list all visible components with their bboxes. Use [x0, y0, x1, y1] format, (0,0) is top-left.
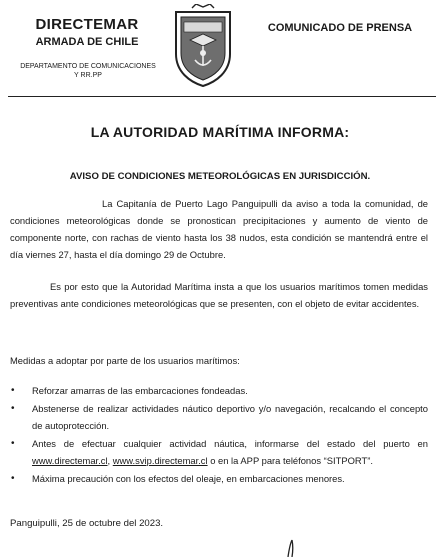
page-title: LA AUTORIDAD MARÍTIMA INFORMA:: [90, 124, 350, 140]
list-item-text: Máxima precaución con los efectos del oleaje, en embarcaciones menores.: [32, 473, 345, 484]
list-item: [10, 435, 428, 469]
department-label: [8, 62, 168, 80]
svip-link[interactable]: www.svip.directemar.cl: [112, 455, 208, 466]
list-item: [10, 400, 428, 434]
date-line: Panguipulli, 25 de octubre del 2023.: [10, 518, 164, 529]
department-line-1: DEPARTAMENTO DE COMUNICACIONES: [20, 63, 156, 70]
letterhead: [0, 0, 440, 100]
bullet-icon: •: [11, 438, 15, 449]
bullet-icon: •: [11, 403, 15, 414]
list-item: [10, 470, 428, 487]
header-divider: [8, 96, 436, 97]
link-separator: ,: [107, 455, 113, 466]
bullet-icon: •: [11, 473, 15, 484]
list-item-text-end: o en la APP para teléfonos “SITPORT”.: [207, 455, 373, 466]
bullet-icon: •: [11, 385, 15, 396]
org-subtitle: ARMADA DE CHILE: [35, 36, 139, 48]
signature-mark: [280, 536, 320, 557]
list-item-text: Abstenerse de realizar actividades náutico deportivo y/o navegación, recalcando el concepto de autoprotección.: [32, 403, 428, 431]
department-line-2: Y RR.PP: [74, 72, 102, 79]
list-item-text: Reforzar amarras de las embarcaciones fondeadas.: [32, 385, 248, 396]
paragraph-preventive-measures: Es por esto que la Autoridad Marítima insta a que los usuarios marítimos tomen medidas preventivas ante condiciones meteorológicas que se presenten, con el objeto de evitar accidentes.: [10, 281, 428, 309]
press-release-label: COMUNICADO DE PRENSA: [267, 22, 413, 34]
list-item-text: Antes de efectuar cualquier actividad náutica, informarse del estado del puerto en: [32, 438, 428, 449]
paragraph-weather-notice: La Capitanía de Puerto Lago Panguipulli da aviso a toda la comunidad, de condiciones meteorológicas donde se pronostican precipitaciones y aumento de viento de componente norte, con rachas de viento hasta los 38 nudos, esta condición se mantendrá entre el día viernes 27, hasta el día domingo 29 de Octubre.: [10, 198, 428, 260]
measures-intro: Medidas a adoptar por parte de los usuarios marítimos:: [10, 355, 240, 366]
notice-subtitle: AVISO DE CONDICIONES METEOROLÓGICAS EN JURISDICCIÓN.: [69, 171, 371, 182]
directemar-link[interactable]: www.directemar.cl: [32, 455, 108, 466]
org-name: DIRECTEMAR: [35, 16, 139, 33]
list-item: [10, 382, 428, 399]
directemar-crest-icon: [170, 4, 236, 88]
measures-list: [10, 382, 428, 487]
